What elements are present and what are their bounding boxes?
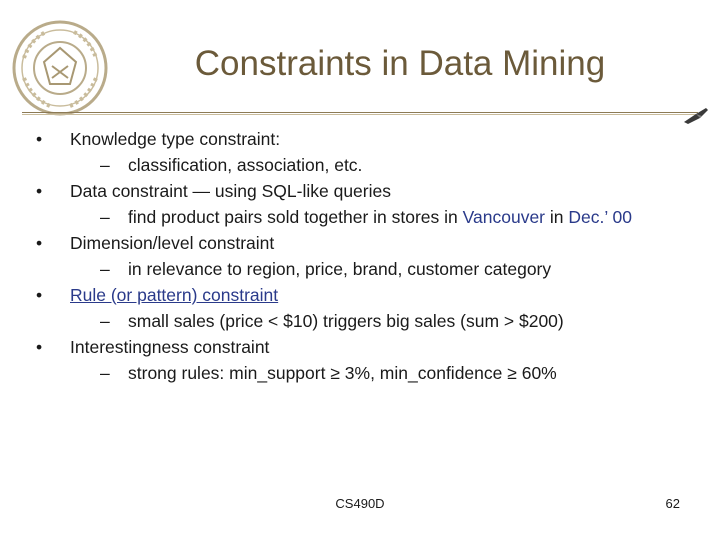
sub-text: classification, association, etc. [128,155,363,175]
university-seal-icon [10,18,110,118]
sub-item [30,204,700,230]
dash-glyph: – [100,363,110,383]
bullet-item [30,126,700,152]
bullet-text: Knowledge type constraint: [70,129,281,149]
dash-glyph: – [100,207,110,227]
sub-item [30,152,700,178]
dash-glyph: – [100,259,110,279]
slide-title: Constraints in Data Mining [194,44,606,83]
sub-text-part: find product pairs sold together in stores in [128,207,463,227]
bullet-item [30,230,700,256]
quill-pen-icon [682,106,710,126]
bullet-glyph: • [36,181,43,201]
sub-item [30,308,700,334]
footer-course: CS490D [335,496,385,511]
dash-glyph: – [100,311,110,331]
rule-constraint-link[interactable]: Rule (or pattern) constraint [70,285,279,305]
sub-text: small sales (price < $10) triggers big sales (sum > $200) [128,311,564,331]
sub-text-part: in [545,207,569,227]
bullet-list [30,126,700,386]
sub-text: in relevance to region, price, brand, customer category [128,259,552,279]
bullet-text: Data constraint — using SQL-like queries [70,181,391,201]
sub-item [30,256,700,282]
bullet-item [30,334,700,360]
sub-item [30,360,700,386]
bullet-glyph: • [36,129,43,149]
dash-glyph: – [100,155,110,175]
sub-text-highlight: Dec.’ 00 [568,207,632,227]
title-divider [22,112,698,113]
bullet-glyph: • [36,337,43,357]
bullet-item [30,282,700,308]
sub-text: strong rules: min_support ≥ 3%, min_confidence ≥ 60% [128,363,557,383]
bullet-text: Dimension/level constraint [70,233,275,253]
bullet-item [30,178,700,204]
sub-text-highlight: Vancouver [462,207,546,227]
bullet-text: Interestingness constraint [70,337,270,357]
bullet-glyph: • [36,233,43,253]
page-number: 62 [665,496,680,511]
title-divider-shadow [22,114,698,115]
bullet-glyph: • [36,285,43,305]
